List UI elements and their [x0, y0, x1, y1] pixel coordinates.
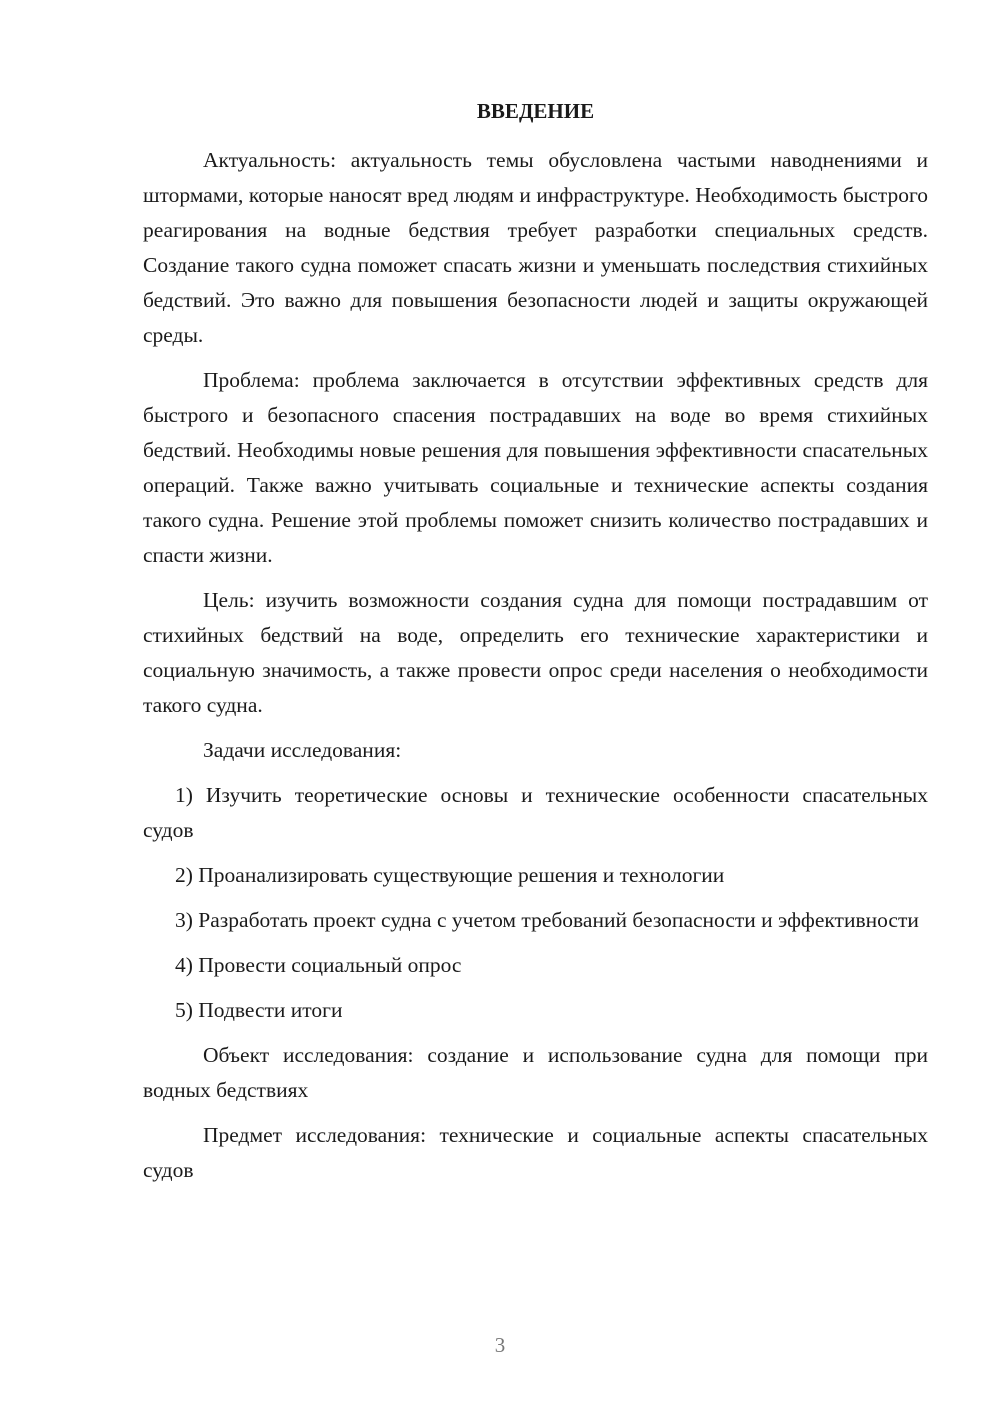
- relevance-paragraph: Актуальность: актуальность темы обусловлена частыми наводнениями и штормами, которые наносят вред людям и инфраструктуре. Необходимость быстрого реагирования на водные бедствия требует разработки специальных средств. Создание такого судна поможет спасать жизни и уменьшать последствия стихийных бедствий. Это важно для повышения безопасности людей и защиты окружающей среды.: [143, 148, 928, 347]
- problem-paragraph: Проблема: проблема заключается в отсутствии эффективных средств для быстрого и безопасного спасения пострадавших на воде во время стихийных бедствий. Необходимы новые решения для повышения эффективности спасательных операций. Также важно учитывать социальные и технические аспекты создания такого судна. Решение этой проблемы поможет снизить количество пострадавших и спасти жизни.: [143, 368, 928, 567]
- object-paragraph: Объект исследования: создание и использование судна для помощи при водных бедствиях: [143, 1043, 928, 1102]
- document-page: [143, 94, 928, 1198]
- task-item-4: 4) Провести социальный опрос: [175, 953, 462, 977]
- task-item-5: 5) Подвести итоги: [175, 998, 343, 1022]
- task-item-1: 1) Изучить теоретические основы и технические особенности спасательных судов: [143, 783, 928, 842]
- task-item-3: 3) Разработать проект судна с учетом требований безопасности и эффективности: [175, 908, 919, 932]
- tasks-heading: Задачи исследования:: [203, 738, 402, 762]
- task-item-2: 2) Проанализировать существующие решения и технологии: [175, 863, 725, 887]
- section-title: ВВЕДЕНИЕ: [476, 99, 595, 123]
- page-number: 3: [494, 1333, 506, 1357]
- goal-paragraph: Цель: изучить возможности создания судна для помощи пострадавшим от стихийных бедствий на воде, определить его технические характеристики и социальную значимость, а также провести опрос среди населения о необходимости такого судна.: [143, 588, 928, 717]
- subject-paragraph: Предмет исследования: технические и социальные аспекты спасательных судов: [143, 1123, 928, 1182]
